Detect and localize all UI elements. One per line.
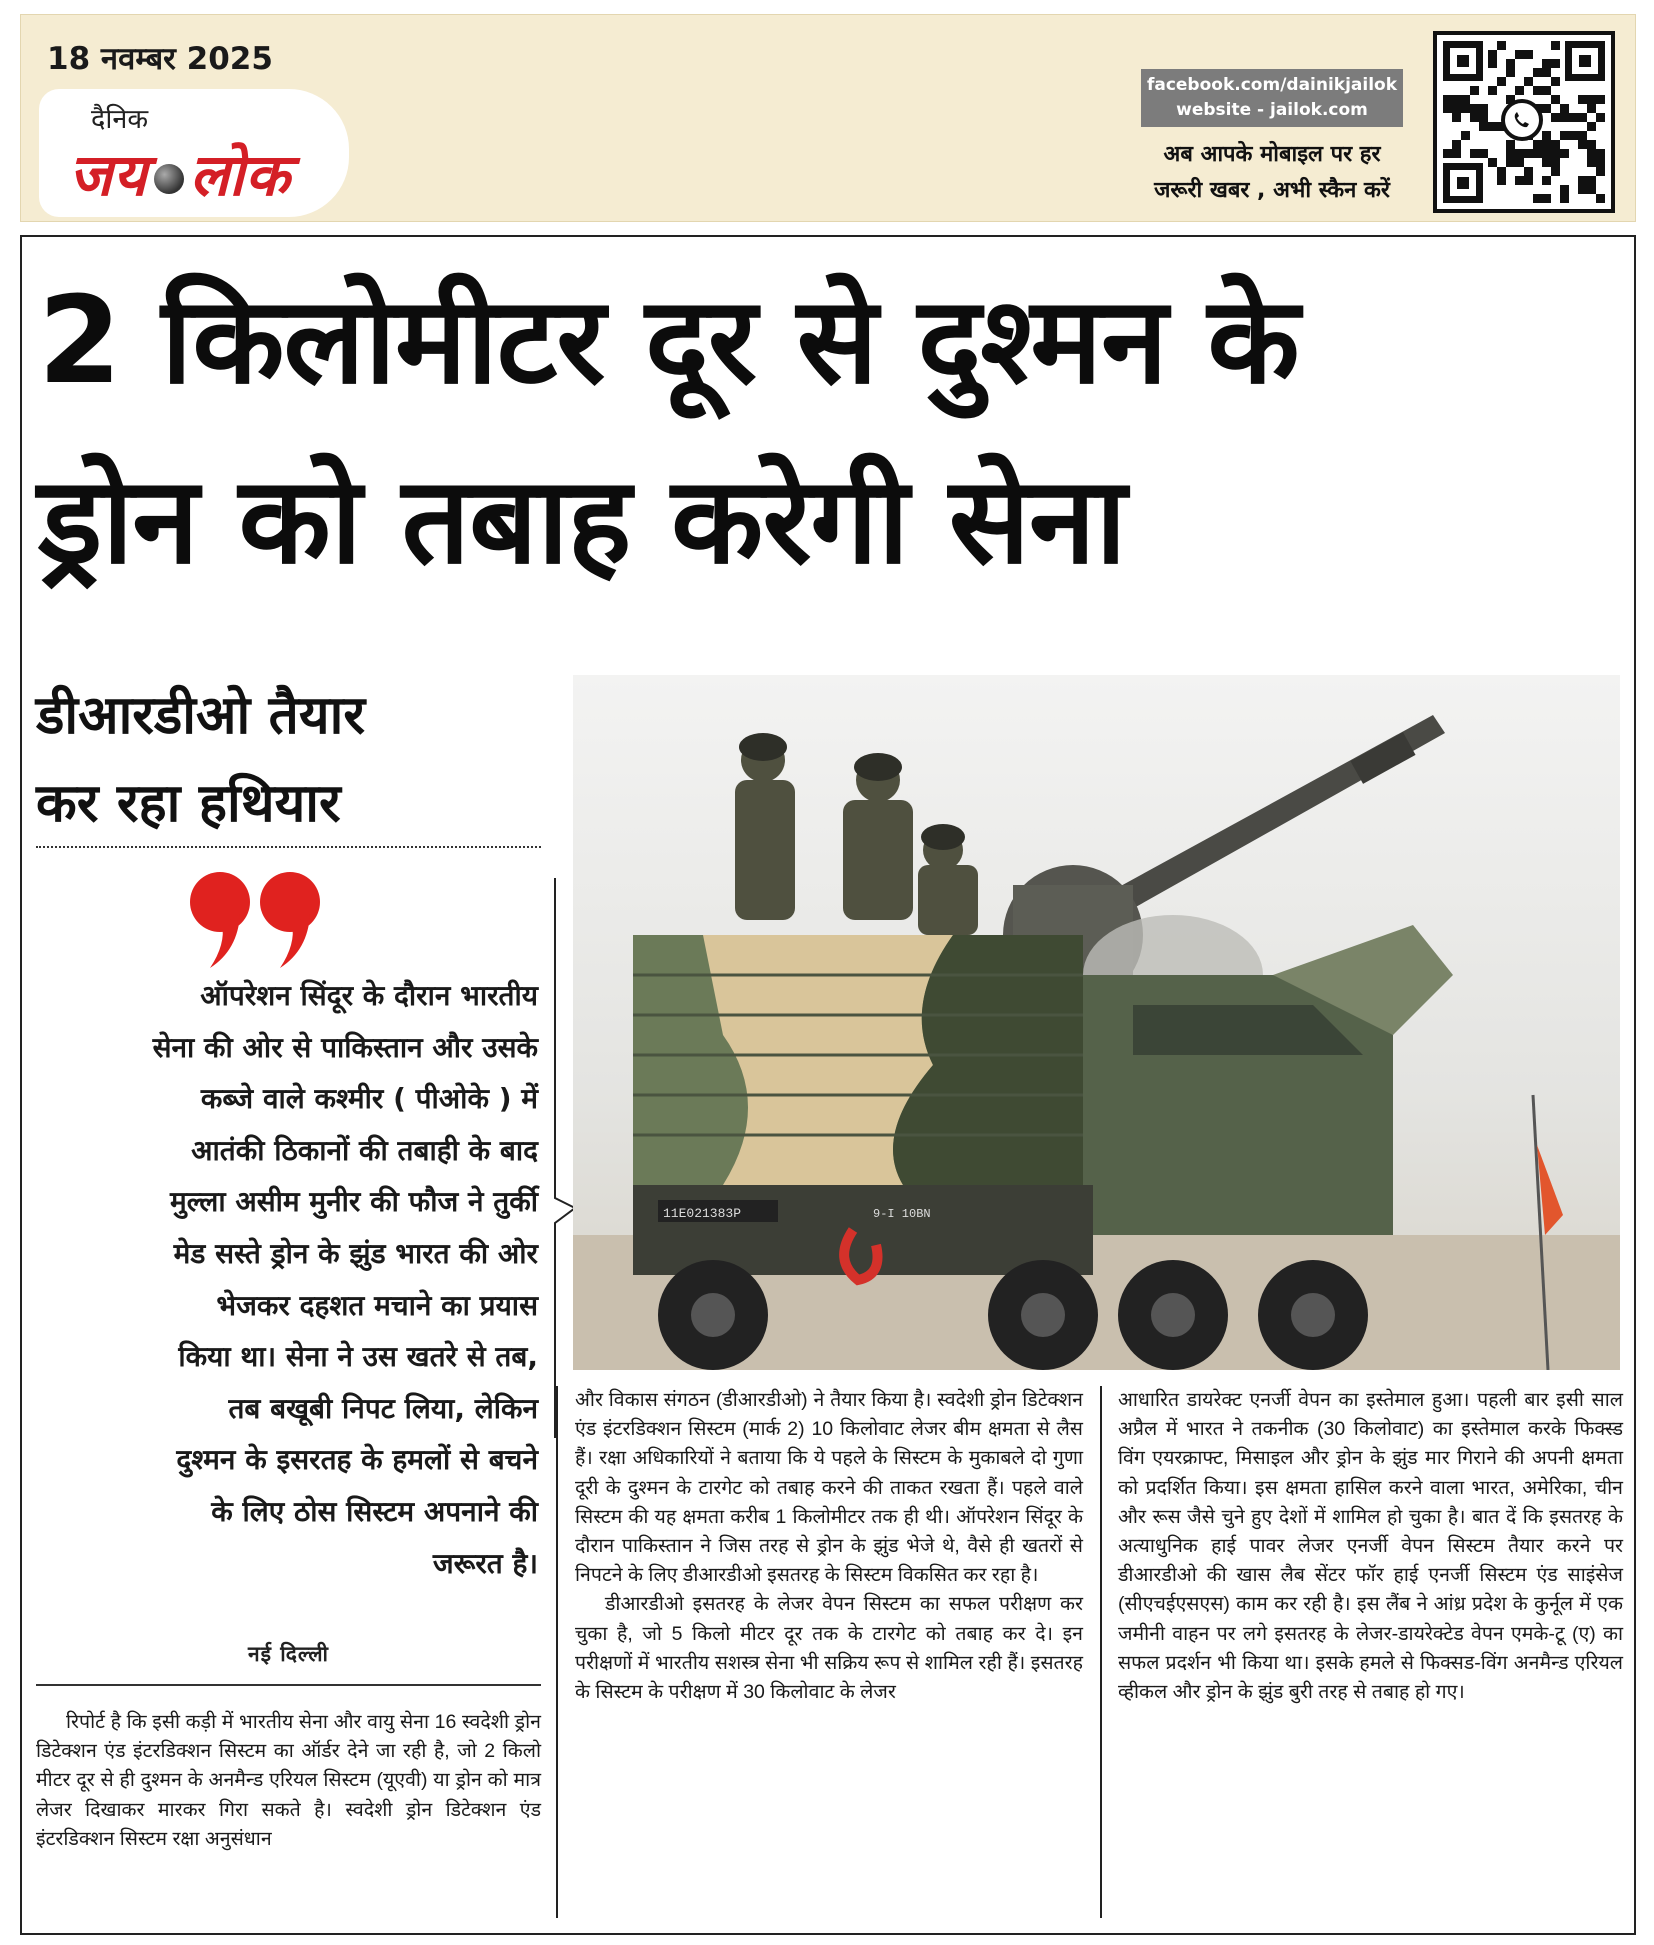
headline	[38, 252, 1628, 612]
truck-marking-text: 9-I 10BN	[873, 1207, 931, 1221]
newspaper-logo[interactable]	[39, 89, 349, 217]
dateline-divider	[36, 1684, 541, 1686]
qr-finder-top-right	[1565, 41, 1605, 81]
subheadline-line1: डीआरडीओ तैयार	[36, 685, 366, 746]
article-photo	[573, 675, 1620, 1370]
quote-mark-icon	[182, 864, 332, 974]
pull-quote-line: जरूरत है।	[432, 1546, 538, 1580]
masthead	[20, 14, 1636, 222]
pull-quote-line: मेड सस्ते ड्रोन के झुंड भारत की ओर	[173, 1236, 538, 1270]
subheadline	[36, 672, 536, 848]
column-2-paragraph-1: और विकास संगठन (डीआरडीओ) ने तैयार किया है। स्वदेशी ड्रोन डिटेक्शन एंड इंटरडिक्शन सिस्टम (मार्क 2) 10 किलोवाट लेजर बीम क्षमता से लैस हैं। रक्षा अधिकारियों ने बताया कि ये पहले के सिस्टम के मुकाबले दो गुणा दूरी के दुश्मन के टारगेट को तबाह करने की ताकत रखता हैं। पहले वाले सिस्टम की यह क्षमता करीब 1 किलोमीटर तक ही थी। ऑपरेशन सिंदूर के दौरान पाकिस्तान ने जिस तरह से ड्रोन के झुंड भेजे थे, वैसे ही खतरों से निपटने के लिए डीआरडीओ इसतरह के सिस्टम विकसित कर रहा है।	[575, 1389, 1083, 1587]
globe-icon	[154, 164, 184, 194]
logo-prefix: दैनिक	[91, 104, 149, 135]
qr-finder-bottom-left	[1443, 163, 1483, 203]
dateline: नई दिल्ली	[247, 1642, 329, 1666]
column-1-paragraph: रिपोर्ट है कि इसी कड़ी में भारतीय सेना और वायु सेना 16 स्वदेशी ड्रोन डिटेक्शन एंड इंटरडिक्शन सिस्टम का ऑर्डर देने जा रही है, जो 2 किलो मीटर दूर से ही दुश्मन के अनमैन्ड एरियल सिस्टम (यूएवी) या ड्रोन को मात्र लेजर दिखाकर मारकर गिरा सकते है। स्वदेशी ड्रोन डिटेक्शन एंड इंटरडिक्शन सिस्टम रक्षा अनुसंधान	[36, 1711, 541, 1850]
scan-prompt-line1: अब आपके मोबाइल पर हर	[1163, 142, 1381, 167]
article-column-2	[575, 1386, 1083, 1707]
pull-quote-line: आतंकी ठिकानों की तबाही के बाद	[191, 1133, 538, 1167]
qr-code-icon[interactable]	[1433, 31, 1615, 213]
army-truck-anti-aircraft-gun-image	[573, 675, 1620, 1370]
article-column-1	[36, 1708, 541, 1854]
logo-word-right: लोक	[189, 141, 291, 209]
scan-prompt	[1127, 137, 1417, 209]
pull-quote-line: ऑपरेशन सिंदूर के दौरान भारतीय	[200, 979, 538, 1012]
pull-quote-line: भेजकर दहशत मचाने का प्रयास	[216, 1288, 538, 1322]
pull-quote-line: तब बखूबी निपट लिया, लेकिन	[228, 1391, 538, 1425]
subheadline-line2: कर रहा हथियार	[36, 773, 341, 834]
facebook-link[interactable]: facebook.com/dainikjailok	[1146, 75, 1398, 95]
column-divider-2	[1100, 1386, 1102, 1918]
scan-prompt-line2: जरूरी खबर , अभी स्कैन करें	[1154, 178, 1390, 203]
headline-line1: 2 किलोमीटर दूर से दुश्मन के	[38, 272, 1299, 411]
subheadline-divider	[36, 846, 541, 848]
logo-wordmark	[69, 133, 291, 212]
whatsapp-icon	[1501, 99, 1543, 141]
website-link[interactable]: website - jailok.com	[1176, 100, 1368, 120]
column-divider-1	[556, 1386, 558, 1918]
article-column-3	[1118, 1386, 1623, 1707]
pull-quote-line: किया था। सेना ने उस खतरे से तब,	[178, 1340, 538, 1374]
column-3-paragraph: आधारित डायरेक्ट एनर्जी वेपन का इस्तेमाल हुआ। पहली बार इसी साल अप्रैल में भारत ने तकनीक (30 किलोवाट) का इस्तेमाल करके फिक्स्ड विंग एयरक्राफ्ट, मिसाइल और ड्रोन के झुंड मार गिराने की अपनी क्षमता को प्रदर्शित किया। इस क्षमता हासिल करने वाला भारत, अमेरिका, चीन और रूस जैसे चुने हुए देशों में शामिल हो चुका है। बात दें कि इसतरह के अत्याधुनिक हाई पावर लेजर एनर्जी वेपन सिस्टम तैयार करने पर डीआरडीओ की खास लैब सेंटर फॉर हाई एनर्जी सिस्टम एंड साइंसेज (सीएचईएसएस) काम कर रही है। इस लैंब ने आंध्र प्रदेश के कुर्नूल में एक जमीनी वाहन पर लगे इसतरह के लेजर-डायरेक्टेड वेपन एमके-टू (ए) का सफल प्रदर्शन भी किया था। इसके हमले से फिक्सड-विंग अनमैन्ड एरियल व्हीकल और ड्रोन के झुंड बुरी तरह से तबाह हो गए।	[1118, 1389, 1623, 1704]
headline-line2: ड्रोन को तबाह करेगी सेना	[38, 452, 1126, 591]
pull-quote-line: कब्जे वाले कश्मीर ( पीओके ) में	[200, 1082, 538, 1116]
issue-date: 18 नवम्बर 2025	[47, 41, 273, 77]
logo-word-left: जय	[69, 141, 148, 209]
pull-quote-line: सेना की ओर से पाकिस्तान और उसके	[152, 1030, 538, 1064]
pull-quote	[66, 970, 538, 1589]
pull-quote-line: के लिए ठोस सिस्टम अपनाने की	[211, 1494, 538, 1528]
pull-quote-line: मुल्ला असीम मुनीर की फौज ने तुर्की	[169, 1185, 538, 1219]
column-2-paragraph-2: डीआरडीओ इसतरह के लेजर वेपन सिस्टम का सफल परीक्षण कर चुका है, जो 5 किलो मीटर दूर तक के टारगेट को तबाह कर दे। इन परीक्षणों में भारतीय सशस्त्र सेना भी सक्रिय रूप से शामिल रही हैं। इसतरह के सिस्टम के परीक्षण में 30 किलोवाट के लेजर	[575, 1593, 1083, 1704]
truck-plate-text: 11E021383P	[663, 1206, 742, 1221]
pull-quote-line: दुश्मन के इसरतह के हमलों से बचने	[176, 1443, 538, 1477]
qr-finder-top-left	[1443, 41, 1483, 81]
social-links	[1141, 69, 1403, 127]
